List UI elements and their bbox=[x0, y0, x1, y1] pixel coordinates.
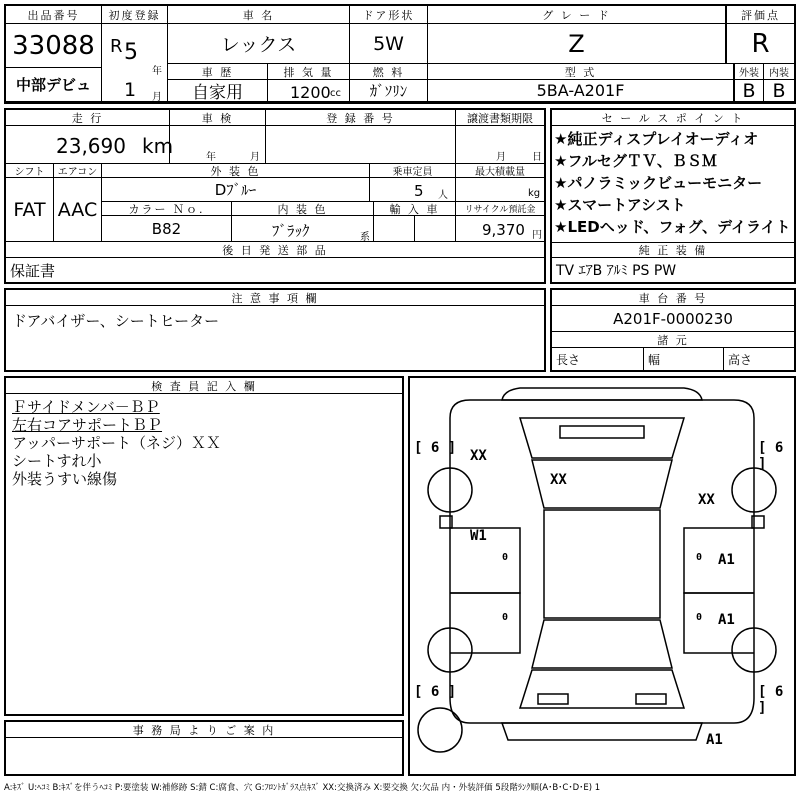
transfer-month-unit: 月 bbox=[496, 152, 506, 163]
tire-rr-depth: [ 6 ] bbox=[758, 684, 784, 716]
first-reg-label: 初度登録 bbox=[102, 6, 168, 24]
lot-label: 出品番号 bbox=[6, 6, 102, 24]
sales-point-item: ★LEDヘッド、フォグ、デイライト bbox=[554, 218, 791, 236]
width-label: 幅 bbox=[644, 348, 724, 370]
inspector-note-line: シートすれ小 bbox=[12, 452, 102, 470]
reg-number-label: 登 録 番 号 bbox=[266, 110, 456, 126]
mark-hood: XX bbox=[550, 472, 567, 488]
grade: Z bbox=[428, 24, 726, 64]
mark-front-right: XX bbox=[698, 492, 715, 508]
mark-right-door-2: A1 bbox=[718, 612, 735, 628]
sales-point-item: ★フルセグＴＶ、ＢＳＭ bbox=[554, 152, 717, 170]
int-score-label: 内装 bbox=[764, 64, 794, 80]
front-bumper bbox=[502, 388, 702, 400]
mark-right-door-1: A1 bbox=[718, 552, 735, 568]
max-load-label: 最大積載量 bbox=[456, 164, 544, 178]
roof bbox=[544, 510, 660, 618]
length-label: 長さ bbox=[552, 348, 644, 370]
inspection-label: 車 検 bbox=[170, 110, 266, 126]
color-no: B82 bbox=[102, 216, 232, 242]
ext-color: Dﾌﾞﾙｰ bbox=[102, 178, 370, 202]
recycle-amount: 9,370 bbox=[482, 221, 525, 239]
overall-score: R bbox=[726, 24, 794, 64]
mark-zero-3: 0 bbox=[696, 552, 703, 563]
trunk bbox=[520, 670, 684, 708]
model-code: 5BA-A201F bbox=[428, 80, 734, 102]
sales-points-section bbox=[550, 108, 796, 284]
mileage-label: 走 行 bbox=[6, 110, 170, 126]
equipment: TV ｴｱB ｱﾙﾐ PS PW bbox=[556, 263, 677, 279]
displacement-label: 排 気 量 bbox=[268, 64, 350, 80]
height-label: 高さ bbox=[728, 352, 753, 367]
car-name: レックス bbox=[168, 24, 350, 64]
import-label: 輸 入 車 bbox=[374, 202, 456, 216]
inspector-note-line: 外装うすい線傷 bbox=[12, 470, 118, 488]
sales-point-item: ★純正ディスプレイオーディオ bbox=[554, 130, 759, 148]
inspection-month-unit: 月 bbox=[250, 152, 260, 163]
displacement: 1200 bbox=[290, 83, 331, 102]
office-label: 事 務 局 よ り ご 案 内 bbox=[6, 722, 402, 738]
notes-text: ドアバイザー、シートヒーター bbox=[12, 312, 220, 330]
inspector-notes bbox=[12, 398, 400, 488]
lot-number: 33088 bbox=[6, 24, 102, 68]
grade-label: グ レ ー ド bbox=[428, 6, 726, 24]
mark-left-door: W1 bbox=[470, 528, 487, 544]
door-label: ドア形状 bbox=[350, 6, 428, 24]
sales-point-item: ★パノラミックビューモニター bbox=[554, 174, 763, 192]
tire-fr-depth: [ 6 ] bbox=[758, 440, 784, 472]
ext-score: B bbox=[734, 80, 764, 102]
fuel: ｶﾞｿﾘﾝ bbox=[350, 80, 428, 102]
ext-score-label: 外装 bbox=[734, 64, 764, 80]
sales-points-list bbox=[552, 128, 794, 240]
year-unit: 年 bbox=[152, 66, 162, 77]
rear-bumper bbox=[502, 723, 702, 740]
recycle-label: リサイクル預託金 bbox=[456, 202, 544, 216]
inspection-year-unit: 年 bbox=[206, 152, 216, 163]
tire-fl-depth: [ 6 ] bbox=[414, 440, 457, 456]
grille bbox=[560, 426, 644, 438]
mark-rear: A1 bbox=[706, 732, 723, 748]
office-section bbox=[4, 720, 404, 776]
inspector-note-line: Ｆサイドメンバ－ＢＰ bbox=[12, 398, 160, 416]
color-no-label: カラー Ｎｏ. bbox=[102, 202, 232, 216]
int-color-suffix: 系 bbox=[360, 232, 370, 243]
notes-label: 注 意 事 項 欄 bbox=[6, 290, 544, 306]
first-reg-month: 1 bbox=[124, 79, 137, 101]
history-label: 車 歴 bbox=[168, 64, 268, 80]
int-color: ﾌﾞﾗｯｸ bbox=[272, 222, 310, 240]
tire-rl-depth: [ 6 ] bbox=[414, 684, 457, 700]
lamp-right bbox=[636, 694, 666, 704]
mark-zero-2: 0 bbox=[502, 612, 509, 623]
shift: FAT bbox=[6, 178, 54, 242]
capacity-label: 乗車定員 bbox=[370, 164, 456, 178]
mileage: 23,690 bbox=[56, 134, 126, 158]
score-label: 評価点 bbox=[726, 6, 794, 24]
mark-zero-1: 0 bbox=[502, 552, 509, 563]
max-load-unit: kg bbox=[528, 188, 541, 199]
later-parts-label: 後 日 発 送 部 品 bbox=[6, 242, 544, 258]
notes-section bbox=[4, 288, 546, 372]
mileage-unit: km bbox=[142, 134, 174, 158]
spare-wheel bbox=[418, 708, 462, 752]
int-score: B bbox=[764, 80, 794, 102]
era: R bbox=[110, 36, 123, 57]
rear-glass bbox=[532, 620, 672, 668]
recycle-unit: 円 bbox=[532, 230, 542, 241]
import-cell-b bbox=[415, 216, 456, 242]
sales-point-item: ★スマートアシスト bbox=[554, 196, 686, 214]
body-outline bbox=[450, 400, 754, 723]
damage-diagram bbox=[408, 376, 796, 776]
debut-label: 中部デビュ bbox=[6, 68, 102, 102]
displacement-unit: cc bbox=[330, 88, 341, 99]
int-color-label: 内 装 色 bbox=[232, 202, 374, 216]
first-reg-year: 5 bbox=[124, 40, 138, 65]
door-type: 5W bbox=[350, 24, 428, 64]
chassis-number: A201F-0000230 bbox=[552, 306, 794, 332]
later-parts: 保証書 bbox=[10, 261, 56, 280]
legend: A:ｷｽﾞ U:ﾍｺﾐ B:ｷｽﾞを伴うﾍｺﾐ P:要塗装 W:補修跡 S:錆 C:腐食、穴 G:ﾌﾛﾝﾄｶﾞﾗｽ点ｷｽﾞ XX:交換済み X:要交換 欠:欠品 内・外装評価 5段階ﾗﾝｸ順(A･B･C･D･E) 1 bbox=[4, 783, 601, 793]
details-section bbox=[4, 108, 546, 284]
month-unit: 月 bbox=[152, 92, 162, 103]
mark-front-left: XX bbox=[470, 448, 487, 464]
reg-number-cell bbox=[266, 126, 456, 164]
import-cell-a bbox=[374, 216, 415, 242]
inspector-label: 検 査 員 記 入 欄 bbox=[6, 378, 402, 394]
transfer-label: 譲渡書類期限 bbox=[456, 110, 544, 126]
sales-points-label: セ ー ル ス ポ イ ン ト bbox=[552, 110, 794, 126]
lamp-left bbox=[538, 694, 568, 704]
inspector-note-line: 左右コアサポートＢＰ bbox=[12, 416, 163, 434]
ac-label: エアコン bbox=[54, 164, 102, 178]
spec-label: 諸 元 bbox=[552, 332, 794, 348]
left-rear-door bbox=[450, 593, 520, 653]
capacity-unit: 人 bbox=[438, 190, 448, 201]
chassis-section bbox=[550, 288, 796, 372]
inspector-note-line: アッパーサポート（ネジ）ＸＸ bbox=[12, 434, 221, 452]
capacity: 5 bbox=[414, 182, 424, 200]
fuel-label: 燃 料 bbox=[350, 64, 428, 80]
shift-label: シフト bbox=[6, 164, 54, 178]
equipment-label: 純 正 装 備 bbox=[552, 242, 794, 258]
car-name-label: 車 名 bbox=[168, 6, 350, 24]
car-diagram-svg bbox=[410, 378, 794, 774]
mark-zero-4: 0 bbox=[696, 612, 703, 623]
transfer-day-unit: 日 bbox=[532, 152, 542, 163]
history: 自家用 bbox=[168, 80, 268, 102]
ext-color-label: 外 装 色 bbox=[102, 164, 370, 178]
ac: AAC bbox=[54, 178, 102, 242]
header-section bbox=[4, 4, 796, 104]
chassis-label: 車 台 番 号 bbox=[552, 290, 794, 306]
inspector-section bbox=[4, 376, 404, 716]
model-code-label: 型 式 bbox=[428, 64, 734, 80]
